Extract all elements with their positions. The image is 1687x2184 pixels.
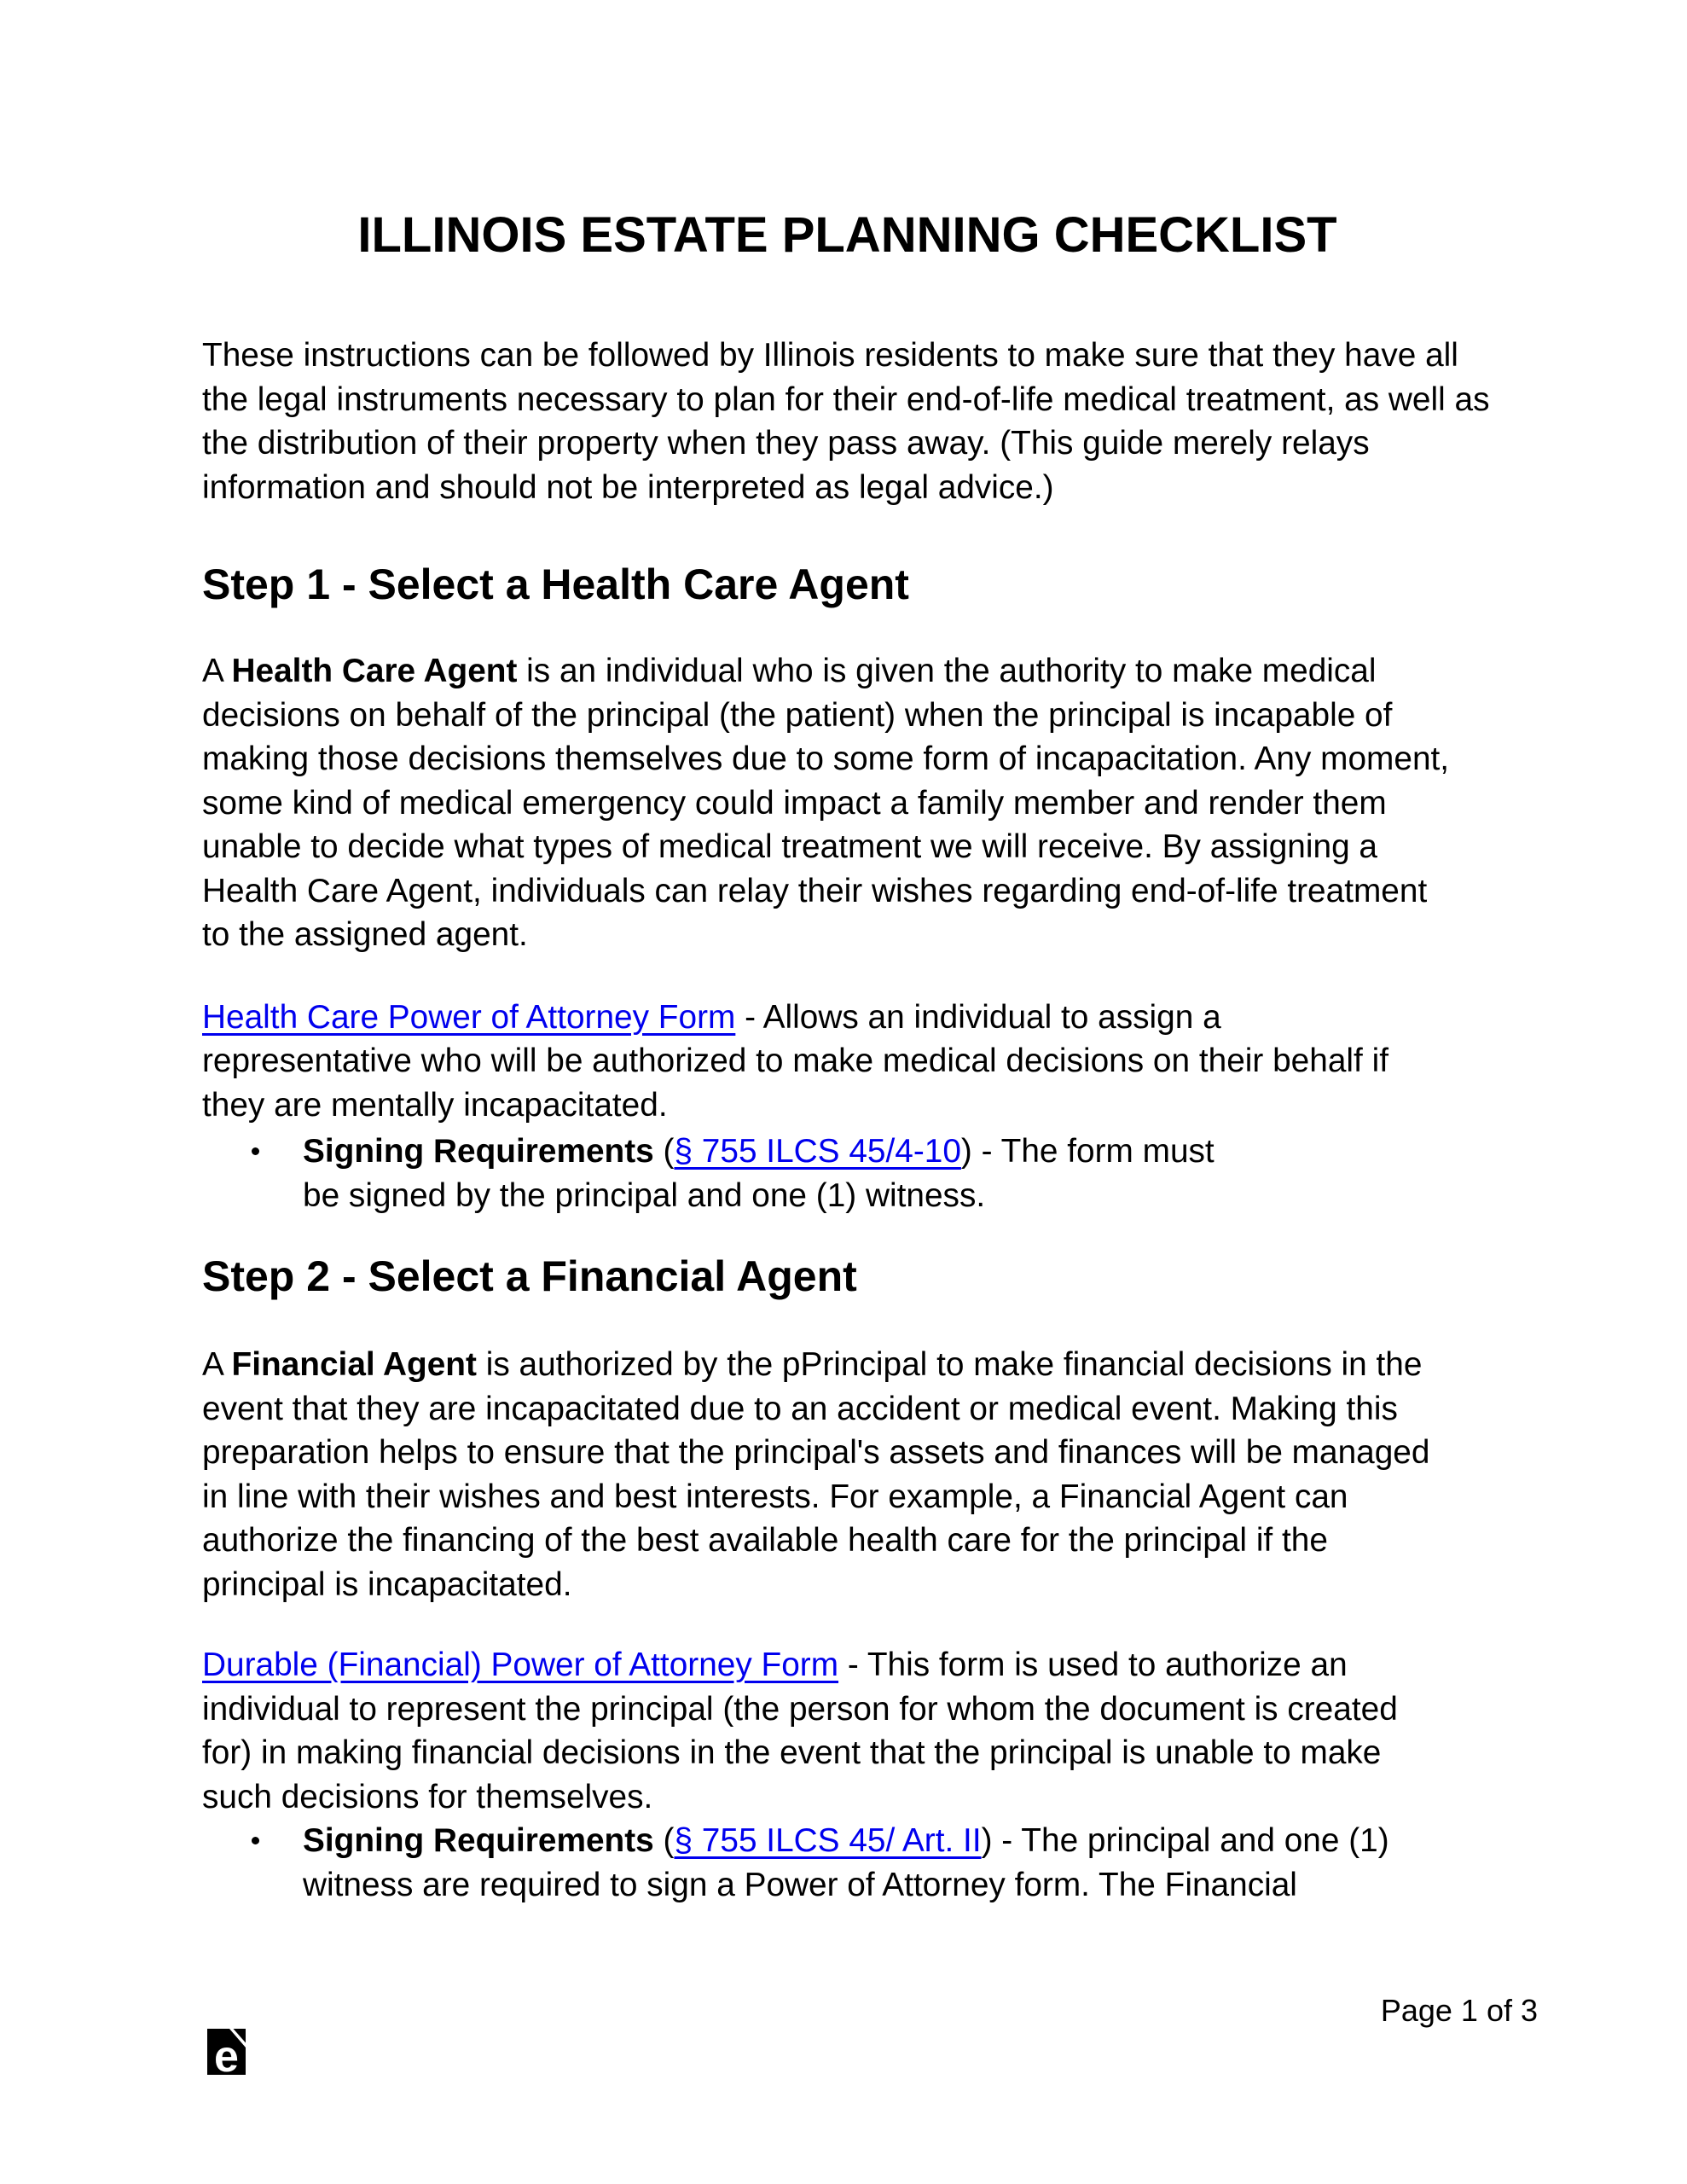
bullet-dot [252, 1147, 259, 1155]
health-care-poa-paragraph [202, 996, 1430, 1128]
section-heading-step-2: Step 2 - Select a Financial Agent [202, 1252, 857, 1300]
paragraph-text: A [202, 1346, 232, 1383]
logo-letter: e [214, 2032, 239, 2082]
bullet-bold-label: Signing Requirements [303, 1822, 654, 1859]
step-1-paragraph [202, 649, 1456, 957]
intro-paragraph: These instructions can be followed by Illinois residents to make sure that they have all the legal instruments necessary to plan for their end-of-life medical treatment, as well as the distribution of their property when they pass away. (This guide merely relays information and should not be interpreted as legal advice.) [202, 337, 1490, 506]
bullet-text [303, 1819, 1475, 1907]
durable-poa-link[interactable]: Durable (Financial) Power of Attorney Form [202, 1647, 839, 1683]
paragraph-bold-term: Financial Agent [231, 1346, 477, 1383]
paragraph-bold-term: Health Care Agent [231, 653, 518, 689]
bullet-bold-label: Signing Requirements [303, 1133, 654, 1170]
page-title: ILLINOIS ESTATE PLANNING CHECKLIST [357, 207, 1337, 263]
step-2-paragraph [202, 1343, 1446, 1606]
bullet-text-segment: ( [653, 1133, 675, 1170]
paragraph-text: is an individual who is given the authority to make medical decisions on behalf of the principal (the patient) when the principal is incapable of making those decisions themselves due to some form of incapacitation. Any moment, some kind of medical emergency could impact a family member and render them unable to decide what types of medical treatment we will receive. By assigning a Health Care Agent, individuals can relay their wishes regarding end-of-life treatment to the assigned agent. [202, 653, 1450, 953]
bullet-text-segment: ) - The form must be signed by the principal and one (1) witness. [303, 1133, 1215, 1214]
health-care-poa-link[interactable]: Health Care Power of Attorney Form [202, 998, 736, 1036]
signing-requirements-bullet-2 [202, 1819, 1493, 1907]
section-heading-step-1: Step 1 - Select a Health Care Agent [202, 561, 909, 608]
paragraph-text: A [202, 653, 232, 689]
link-description: - Allows an individual to assign a representative who will be authorized to make medical decisions on their behalf if they are mentally incapacitated. [202, 998, 1388, 1124]
page-number-label: Page 1 of 3 [1380, 1993, 1538, 2028]
bullet-dot [252, 1837, 259, 1844]
bullet-text-segment: ( [653, 1822, 675, 1859]
statute-link-755-ilcs-45-4-10[interactable]: § 755 ILCS 45/4-10 [674, 1133, 961, 1170]
durable-poa-paragraph [202, 1643, 1446, 1819]
signing-requirements-bullet-1 [202, 1130, 1493, 1217]
statute-link-755-ilcs-45-art-ii[interactable]: § 755 ILCS 45/ Art. II [674, 1822, 982, 1859]
eforms-logo-icon [207, 2029, 246, 2082]
bullet-text-segment: ) - The principal and one (1) witness are required to sign a Power of Attorney form. The Financial [303, 1822, 1389, 1903]
paragraph-text: is authorized by the pPrincipal to make financial decisions in the event that they are incapacitated due to an accident or medical event. Making this preparation helps to ensure that the principal's assets and finances will be managed in line with their wishes and best interests. For example, a Financial Agent can authorize the financing of the best available health care for the principal if the principal is incapacitated. [202, 1346, 1430, 1603]
document-content [202, 0, 1493, 1907]
link-description: - This form is used to authorize an individual to represent the principal (the person for whom the document is created for) in making financial decisions in the event that the principal is unable to make such decisions for themselves. [202, 1647, 1398, 1815]
bullet-text [303, 1130, 1249, 1217]
